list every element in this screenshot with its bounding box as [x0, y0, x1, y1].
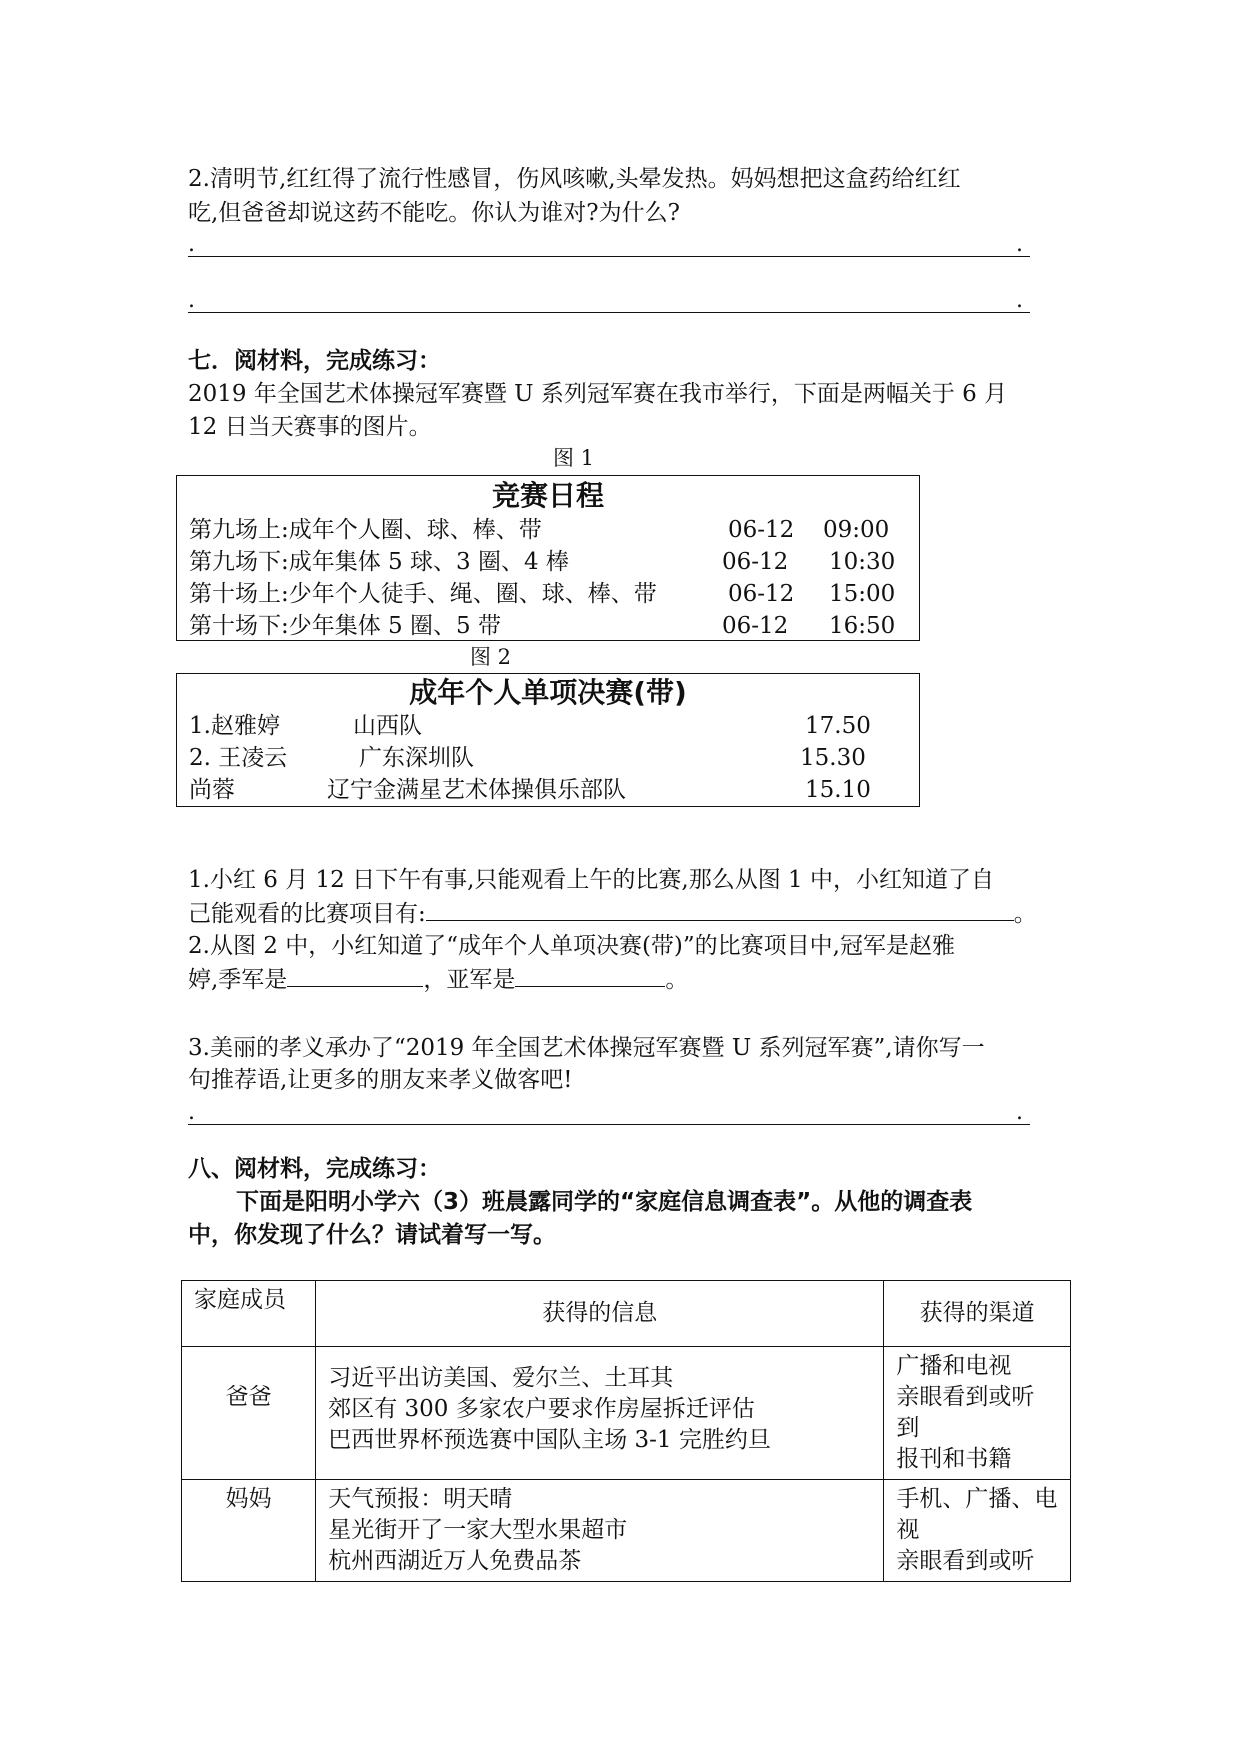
- q2-answer-line-2[interactable]: [188, 312, 1030, 313]
- result-team: 广东深圳队: [359, 745, 474, 771]
- channel-item: 手机、广播、电: [896, 1486, 1058, 1512]
- schedule-event: 第九场上:成年个人圈、球、棒、带: [189, 517, 542, 543]
- schedule-time: 09:00: [823, 517, 890, 543]
- channel-item: 报刊和书籍: [896, 1446, 1012, 1472]
- schedule-event: 第九场下:成年集体 5 球、3 圈、4 棒: [189, 549, 569, 575]
- q2-answer-line-1[interactable]: [188, 256, 1030, 257]
- channel-cell: [884, 1480, 1071, 1582]
- result-score: 15.10: [805, 777, 871, 803]
- answer-dot: .: [188, 1100, 195, 1125]
- s7-q3-line2: 句推荐语,让更多的朋友来孝义做客吧!: [188, 1067, 573, 1093]
- s7-q3-line1: 3.美丽的孝义承办了“2019 年全国艺术体操冠军赛暨 U 系列冠军赛”,请你写一: [188, 1035, 985, 1061]
- s7-q1-end: 。: [1013, 901, 1037, 927]
- s7-q2-end: 。: [665, 967, 689, 993]
- section7-intro-line1: 2019 年全国艺术体操冠军赛暨 U 系列冠军赛在我市举行，下面是两幅关于 6 月: [188, 381, 1008, 407]
- result-name: 2. 王凌云: [189, 745, 288, 771]
- fig1-schedule-box: [176, 475, 920, 641]
- channel-cell: [884, 1347, 1071, 1480]
- answer-dot: .: [1016, 232, 1023, 257]
- info-item: 星光街开了一家大型水果超市: [328, 1517, 628, 1543]
- result-score: 17.50: [805, 713, 871, 739]
- s7-q1-answer-blank[interactable]: [426, 898, 1014, 921]
- s7-q2-second-place-blank[interactable]: [515, 964, 665, 987]
- channel-item: 视: [896, 1517, 920, 1543]
- info-item: 天气预报：明天晴: [328, 1486, 513, 1512]
- s7-q2-line1: 2.从图 2 中，小红知道了“成年个人单项决赛(带)”的比赛项目中,冠军是赵雅: [188, 933, 955, 959]
- fig1-title: 竞赛日程: [491, 479, 604, 512]
- schedule-event: 第十场下:少年集体 5 圈、5 带: [189, 613, 501, 639]
- answer-dot: .: [188, 232, 195, 257]
- schedule-date: 06-12: [728, 581, 795, 607]
- result-name: 1.赵雅婷: [189, 713, 280, 739]
- table-row: [182, 1480, 1071, 1582]
- answer-dot: .: [188, 288, 195, 313]
- s7-q1-line1: 1.小红 6 月 12 日下午有事,只能观看上午的比赛,那么从图 1 中，小红知道了自: [188, 867, 994, 893]
- info-item: 郊区有 300 多家农户要求作房屋拆迁评估: [328, 1396, 755, 1422]
- s7-q3-answer-line[interactable]: [188, 1124, 1030, 1125]
- schedule-time: 10:30: [829, 549, 896, 575]
- answer-dot: .: [1016, 288, 1023, 313]
- schedule-date: 06-12: [722, 549, 789, 575]
- section8-intro-line1: 下面是阳明小学六（3）班晨露同学的“家庭信息调查表”。从他的调查表: [236, 1189, 973, 1215]
- result-team: 辽宁金满星艺术体操俱乐部队: [327, 777, 626, 803]
- schedule-time: 16:50: [829, 613, 896, 639]
- schedule-event: 第十场上:少年个人徒手、绳、圈、球、棒、带: [189, 581, 657, 607]
- section8-heading: 八、阅材料，完成练习：: [188, 1156, 441, 1182]
- section8-intro-line2: 中，你发现了什么？请试着写一写。: [188, 1222, 556, 1248]
- s7-q2-third-place-blank[interactable]: [287, 964, 423, 987]
- schedule-date: 06-12: [728, 517, 795, 543]
- fig1-caption: 图 1: [553, 446, 595, 470]
- channel-item: 亲眼看到或听: [896, 1384, 1035, 1410]
- s7-q1-line2: [188, 898, 1037, 930]
- answer-dot: .: [1016, 1100, 1023, 1125]
- result-team: 山西队: [353, 713, 422, 739]
- result-score: 15.30: [800, 745, 866, 771]
- info-cell: [316, 1347, 884, 1480]
- channel-item: 亲眼看到或听: [896, 1548, 1035, 1574]
- family-info-table: [181, 1280, 1071, 1582]
- info-cell: [316, 1480, 884, 1582]
- s7-q2-prompt-a: 婷,季军是: [188, 967, 288, 993]
- fig2-results-box: [176, 673, 920, 807]
- schedule-date: 06-12: [722, 613, 789, 639]
- info-item: 杭州西湖近万人免费品茶: [328, 1548, 582, 1574]
- header-member: 家庭成员: [182, 1281, 316, 1347]
- fig2-caption: 图 2: [470, 645, 512, 669]
- member-cell: 爸爸: [182, 1347, 316, 1480]
- q2-text-line2: 吃,但爸爸却说这药不能吃。你认为谁对?为什么?: [188, 200, 680, 226]
- s7-q2-line2: [188, 964, 688, 996]
- header-info: 获得的信息: [316, 1281, 884, 1347]
- fig2-title: 成年个人单项决赛(带): [409, 676, 687, 709]
- channel-item: 广播和电视: [896, 1353, 1012, 1379]
- info-item: 巴西世界杯预选赛中国队主场 3-1 完胜约旦: [328, 1427, 771, 1453]
- schedule-time: 15:00: [829, 581, 896, 607]
- info-item: 习近平出访美国、爱尔兰、土耳其: [328, 1365, 674, 1391]
- channel-item: 到: [896, 1415, 920, 1441]
- s7-q2-prompt-b: ，亚军是: [423, 967, 516, 993]
- section7-intro-line2: 12 日当天赛事的图片。: [188, 414, 432, 440]
- result-name: 尚蓉: [189, 777, 235, 803]
- member-cell: 妈妈: [182, 1480, 316, 1582]
- section7-heading: 七．阅材料，完成练习：: [188, 348, 441, 374]
- q2-text-line1: 2.清明节,红红得了流行性感冒，伤风咳嗽,头晕发热。妈妈想把这盒药给红红: [188, 166, 961, 192]
- s7-q1-prompt: 己能观看的比赛项目有:: [188, 901, 426, 927]
- table-header-row: [182, 1281, 1071, 1347]
- header-channel: 获得的渠道: [884, 1281, 1071, 1347]
- table-row: [182, 1347, 1071, 1480]
